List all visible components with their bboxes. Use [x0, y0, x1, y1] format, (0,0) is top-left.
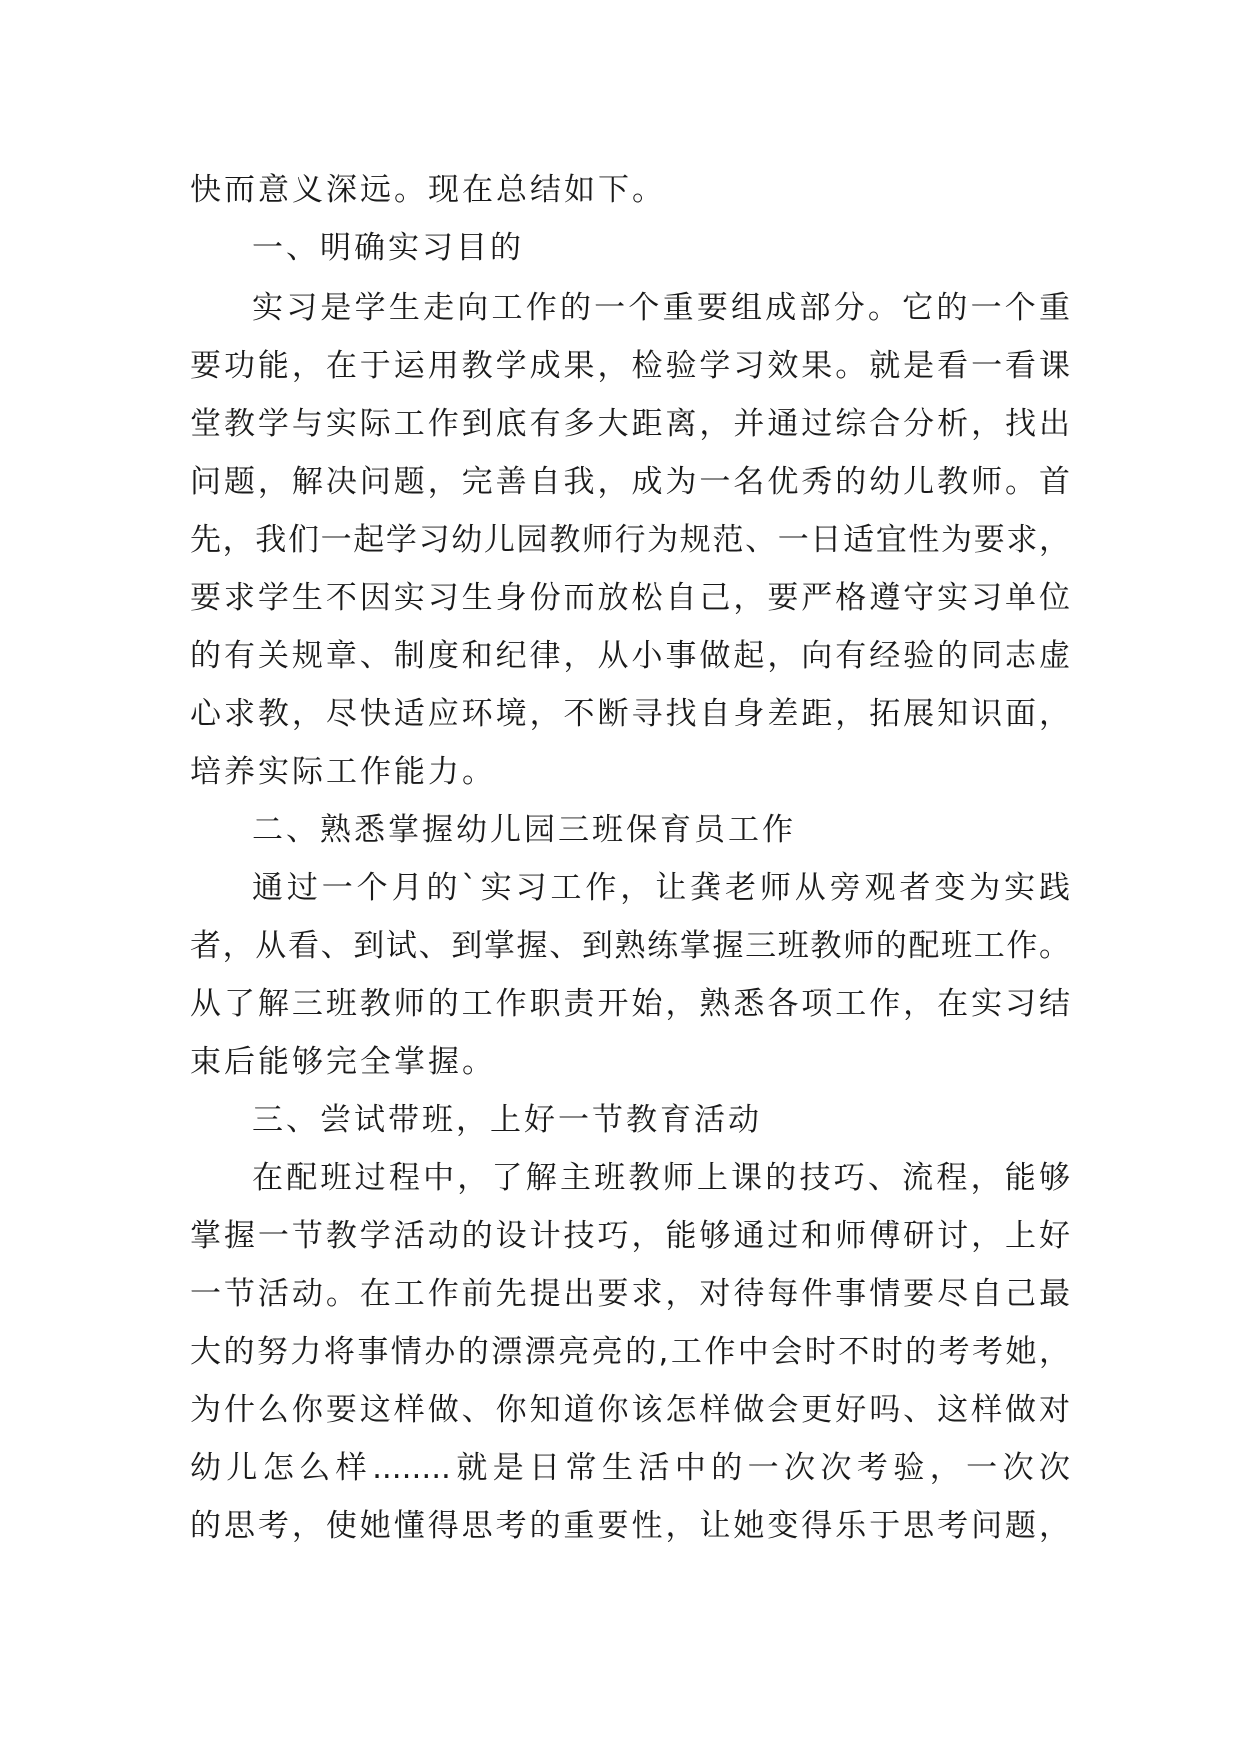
paragraph-line: 掌握一节教学活动的设计技巧，能够通过和师傅研讨，上好 — [190, 1218, 1070, 1254]
paragraph-line: 堂教学与实际工作到底有多大距离，并通过综合分析，找出 — [190, 406, 1070, 442]
paragraph-line: 培养实际工作能力。 — [190, 754, 496, 790]
paragraph-line: 的思考，使她懂得思考的重要性，让她变得乐于思考问题， — [190, 1508, 1070, 1544]
paragraph-line: 为什么你要这样做、你知道你该怎样做会更好吗、这样做对 — [190, 1392, 1070, 1428]
paragraph-line: 通过一个月的`实习工作，让龚老师从旁观者变为实践 — [252, 870, 1070, 906]
paragraph-line: 一节活动。在工作前先提出要求，对待每件事情要尽自己最 — [190, 1276, 1070, 1312]
section-heading: 一、明确实习目的 — [252, 230, 524, 266]
paragraph-line: 先，我们一起学习幼儿园教师行为规范、一日适宜性为要求， — [190, 522, 1070, 558]
paragraph-line: 的有关规章、制度和纪律，从小事做起，向有经验的同志虚 — [190, 638, 1070, 674]
paragraph-line: 大的努力将事情办的漂漂亮亮的,工作中会时不时的考考她， — [190, 1334, 1070, 1370]
section-heading: 二、熟悉掌握幼儿园三班保育员工作 — [252, 812, 796, 848]
paragraph-line: 在配班过程中，了解主班教师上课的技巧、流程，能够 — [252, 1160, 1070, 1196]
paragraph-line: 心求教，尽快适应环境，不断寻找自身差距，拓展知识面， — [190, 696, 1070, 732]
paragraph-line: 束后能够完全掌握。 — [190, 1044, 496, 1080]
paragraph-line: 问题，解决问题，完善自我，成为一名优秀的幼儿教师。首 — [190, 464, 1070, 500]
paragraph-line: 快而意义深远。现在总结如下。 — [190, 172, 666, 208]
paragraph-line: 从了解三班教师的工作职责开始，熟悉各项工作，在实习结 — [190, 986, 1070, 1022]
paragraph-line: 幼儿怎么样........就是日常生活中的一次次考验，一次次 — [190, 1450, 1070, 1486]
paragraph-line: 要求学生不因实习生身份而放松自己，要严格遵守实习单位 — [190, 580, 1070, 616]
paragraph-line: 者，从看、到试、到掌握、到熟练掌握三班教师的配班工作。 — [190, 928, 1070, 964]
paragraph-line: 实习是学生走向工作的一个重要组成部分。它的一个重 — [252, 290, 1070, 326]
section-heading: 三、尝试带班，上好一节教育活动 — [252, 1102, 762, 1138]
paragraph-line: 要功能，在于运用教学成果，检验学习效果。就是看一看课 — [190, 348, 1070, 384]
